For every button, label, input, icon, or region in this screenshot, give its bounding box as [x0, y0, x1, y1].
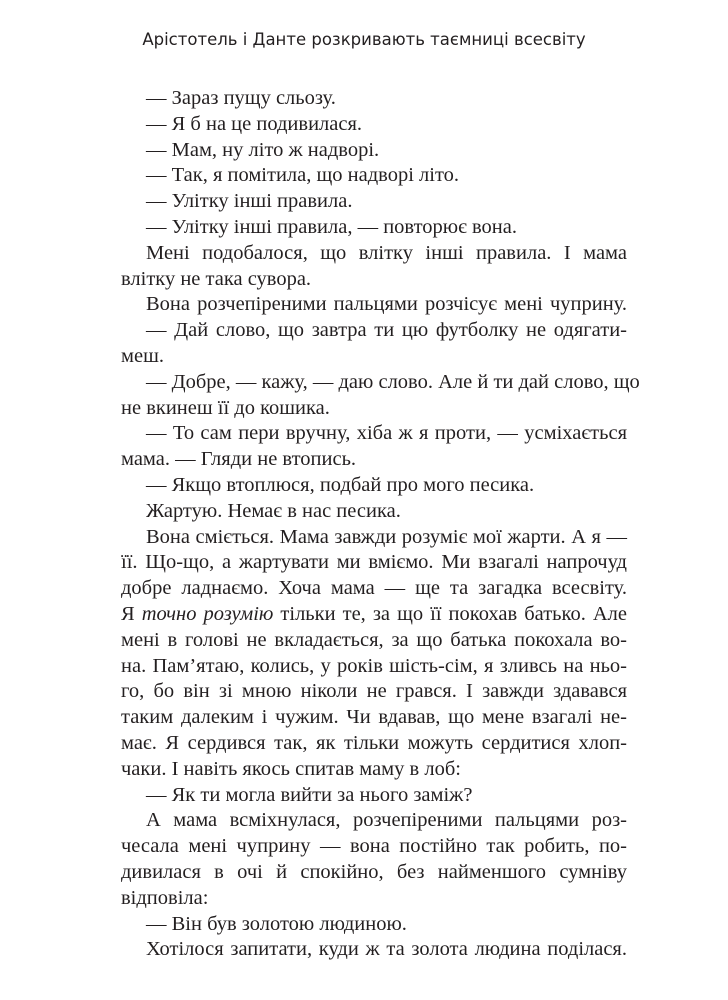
text-line: — Мам, ну літо ж надворі. — [146, 138, 380, 161]
text-line: Вона розчепіреними пальцями розчісує мені чуприну. — [146, 293, 627, 316]
text-line: влітку не така сувора. — [121, 267, 312, 290]
text-line: — Як ти могла вийти за нього заміж? — [146, 783, 473, 806]
text-line: Жартую. Немає в нас песика. — [146, 499, 401, 522]
text-line: — Я б на це подивилася. — [146, 112, 363, 135]
page-body-text — [121, 86, 640, 963]
text-line: — Улітку інші правила, — повторює вона. — [146, 215, 518, 238]
text-line — [121, 602, 627, 628]
text-line: на. Пам’ятаю, колись, у років шість-сім, я зливсь на ньо- — [121, 654, 627, 677]
text-line: Мені подобалося, що влітку інші правила. І мама — [146, 241, 627, 264]
text-line: — Він був золотою людиною. — [146, 912, 407, 935]
text-segment: Я — [121, 602, 142, 625]
text-line: меш. — [121, 344, 164, 367]
text-line: відповіла: — [121, 886, 209, 909]
text-line: таким далеким і чужим. Чи вдавав, що мене взагалі не- — [121, 706, 627, 729]
text-line: не вкинеш її до кошика. — [121, 396, 330, 419]
text-line: Вона сміється. Мама завжди розуміє мої жарти. А я — — [146, 525, 627, 548]
text-line: — То сам пери вручну, хіба ж я проти, — усміхається — [146, 422, 627, 445]
text-line: — Добре, — кажу, — даю слово. Але й ти дай слово, що — [146, 370, 640, 393]
text-line: А мама всміхнулася, розчепіреними пальцями роз- — [146, 809, 627, 832]
text-segment: тільки те, за що її покохав батько. Але — [273, 602, 627, 625]
text-line: — Дай слово, що завтра ти цю футболку не одягати- — [146, 319, 627, 342]
text-line: — Зараз пущу сльозу. — [146, 87, 336, 109]
text-line: мені в голові не вкладається, за що батька покохала во- — [121, 628, 627, 651]
running-header: Арістотель і Данте розкривають таємниці всесвіту — [142, 30, 586, 49]
text-line: го, бо він зі мною ніколи не грався. І завжди здавався — [121, 680, 627, 703]
text-line: має. Я сердився так, як тільки можуть сердитися хлоп- — [121, 731, 627, 754]
text-line: її. Що-що, а жартувати ми вміємо. Ми взагалі напрочуд — [121, 551, 627, 574]
text-line: чесала мені чуприну — вона постійно так робить, по- — [121, 835, 627, 858]
text-line: чаки. І навіть якось спитав маму в лоб: — [121, 757, 461, 780]
text-line: — Так, я помітила, що надворі літо. — [146, 164, 460, 187]
text-line: Хотілося запитати, куди ж та золота людина поділася. — [146, 938, 627, 961]
text-line: добре ладнаємо. Хоча мама — ще та загадка всесвіту. — [121, 577, 627, 600]
text-line: — Якщо втоплюся, подбай про мого песика. — [146, 473, 535, 496]
text-line: дивилася в очі й спокійно, без найменшого сумніву — [121, 860, 627, 883]
italic-emphasis: точно розумію — [141, 602, 274, 625]
text-line: мама. — Гляди не втопись. — [121, 448, 357, 471]
text-line: — Улітку інші правила. — [146, 190, 353, 213]
